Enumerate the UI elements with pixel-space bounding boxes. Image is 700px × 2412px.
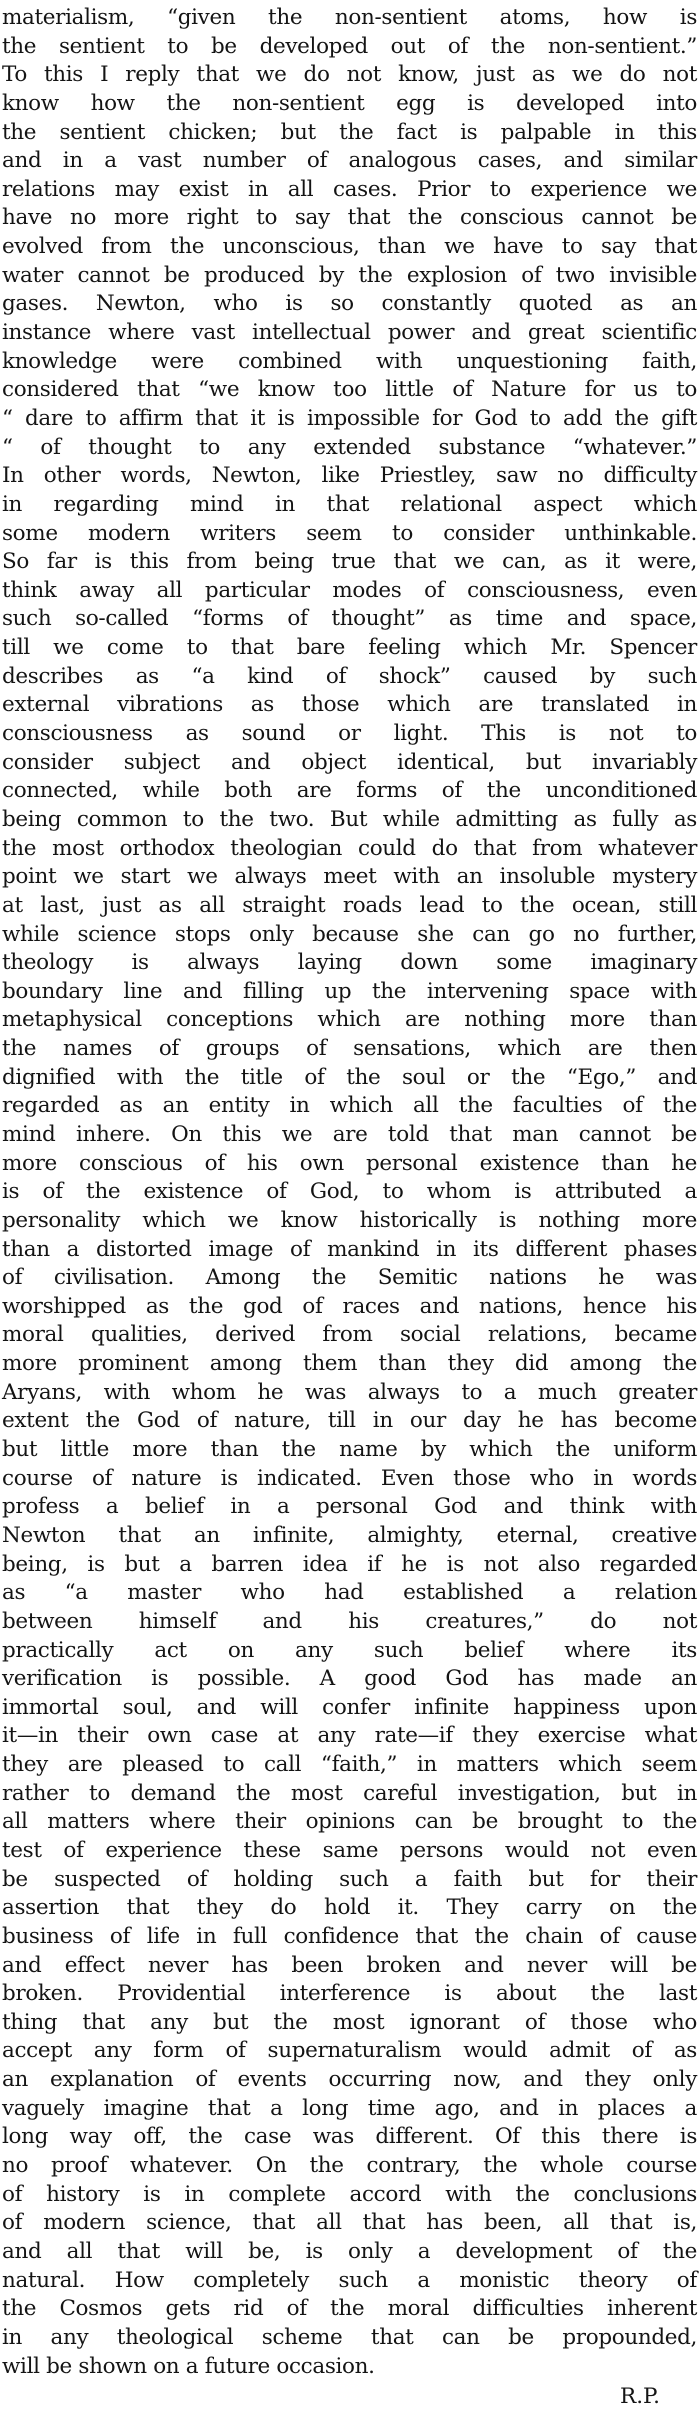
- text-line: and in a vast number of analogous cases, and similar: [2, 148, 697, 174]
- text-line: practically act on any such belief where its: [2, 1637, 697, 1663]
- text-line: natural. How completely such a monistic theory of: [2, 2267, 697, 2293]
- text-line: the most orthodox theologian could do that from whatever: [2, 835, 697, 861]
- text-line: thing that any but the most ignorant of those who: [2, 2009, 697, 2035]
- text-line: profess a belief in a personal God and think with: [2, 1494, 697, 1520]
- text-line: evolved from the unconscious, than we have to say that: [2, 234, 697, 260]
- text-line: consciousness as sound or light. This is not to: [2, 721, 697, 747]
- text-line: have no more right to say that the conscious cannot be: [2, 205, 697, 231]
- text-line: rather to demand the most careful investigation, but in: [2, 1780, 697, 1806]
- text-line: theology is always laying down some imaginary: [2, 950, 697, 976]
- text-line: connected, while both are forms of the unconditioned: [2, 778, 697, 804]
- text-line: of civilisation. Among the Semitic nations he was: [2, 1265, 697, 1291]
- text-line: “ dare to affirm that it is impossible for God to add the gift: [2, 405, 697, 431]
- text-line: boundary line and filling up the intervening space with: [2, 978, 697, 1004]
- text-line: relations may exist in all cases. Prior to experience we: [2, 176, 697, 202]
- text-line: vaguely imagine that a long time ago, and in places a: [2, 2095, 697, 2121]
- article-body: [0, 4, 700, 2381]
- text-line: while science stops only because she can go no further,: [2, 921, 697, 947]
- text-line: knowledge were combined with unquestioning faith,: [2, 348, 697, 374]
- text-line: know how the non-sentient egg is developed into: [2, 90, 697, 116]
- text-line: “ of thought to any extended substance “whatever.”: [2, 434, 697, 460]
- text-line: In other words, Newton, like Priestley, saw no difficulty: [2, 463, 697, 489]
- text-line: Newton that an infinite, almighty, eternal, creative: [2, 1522, 697, 1548]
- text-line: the sentient to be developed out of the non-sentient.”: [2, 33, 697, 59]
- text-line: moral qualities, derived from social relations, became: [2, 1322, 697, 1348]
- author-signature: R.P.: [620, 2384, 660, 2410]
- text-line: will be shown on a future occasion.: [2, 2353, 375, 2379]
- text-line: the sentient chicken; but the fact is palpable in this: [2, 119, 697, 145]
- text-line: Aryans, with whom he was always to a much greater: [2, 1379, 697, 1405]
- text-line: between himself and his creatures,” do not: [2, 1608, 697, 1634]
- text-line: of modern science, that all that has been, all that is,: [2, 2210, 697, 2236]
- text-line: the names of groups of sensations, which are then: [2, 1036, 697, 1062]
- text-line: broken. Providential interference is about the last: [2, 1981, 697, 2007]
- text-line: course of nature is indicated. Even those who in words: [2, 1465, 697, 1491]
- text-line: an explanation of events occurring now, and they only: [2, 2067, 697, 2093]
- text-line: accept any form of supernaturalism would admit of as: [2, 2038, 697, 2064]
- text-line: it—in their own case at any rate—if they exercise what: [2, 1723, 697, 1749]
- text-line: business of life in full confidence that the chain of cause: [2, 1923, 697, 1949]
- text-line: describes as “a kind of shock” caused by such: [2, 663, 697, 689]
- text-line: they are pleased to call “faith,” in matters which seem: [2, 1752, 697, 1778]
- text-line: assertion that they do hold it. They carry on the: [2, 1895, 697, 1921]
- text-line: test of experience these same persons would not even: [2, 1838, 697, 1863]
- text-line: So far is this from being true that we can, as it were,: [2, 549, 697, 575]
- text-line: in regarding mind in that relational aspect which: [2, 491, 697, 517]
- text-line: being, is but a barren idea if he is not also regarded: [2, 1551, 697, 1577]
- text-line: and all that will be, is only a development of the: [2, 2238, 697, 2264]
- text-line: personality which we know historically is nothing more: [2, 1207, 697, 1233]
- text-line: no proof whatever. On the contrary, the whole course: [2, 2153, 697, 2179]
- text-line: immortal soul, and will confer infinite happiness upon: [2, 1694, 697, 1720]
- text-line: think away all particular modes of consciousness, even: [2, 577, 697, 603]
- text-line: the Cosmos gets rid of the moral difficulties inherent: [2, 2296, 697, 2322]
- text-line: point we start we always meet with an insoluble mystery: [2, 864, 697, 890]
- text-line: in any theological scheme that can be propounded,: [2, 2324, 697, 2350]
- text-line: is of the existence of God, to whom is attributed a: [2, 1179, 697, 1205]
- text-line: more conscious of his own personal existence than he: [2, 1150, 697, 1176]
- text-line: till we come to that bare feeling which Mr. Spencer: [2, 635, 697, 661]
- text-line: as “a master who had established a relation: [2, 1580, 697, 1606]
- text-line: dignified with the title of the soul or the “Ego,” and: [2, 1064, 697, 1090]
- text-line: and effect never has been broken and never will be: [2, 1952, 697, 1978]
- text-line: metaphysical conceptions which are nothing more than: [2, 1007, 697, 1033]
- text-line: verification is possible. A good God has made an: [2, 1666, 697, 1692]
- text-line: water cannot be produced by the explosion of two invisible: [2, 262, 697, 288]
- text-line: than a distorted image of mankind in its different phases: [2, 1236, 697, 1262]
- text-line: all matters where their opinions can be brought to the: [2, 1809, 697, 1835]
- text-line: gases. Newton, who is so constantly quoted as an: [2, 291, 697, 317]
- text-line: more prominent among them than they did among the: [2, 1351, 697, 1377]
- text-line: regarded as an entity in which all the faculties of the: [2, 1093, 697, 1119]
- text-line: materialism, “given the non-sentient atoms, how is: [2, 5, 697, 30]
- text-line: at last, just as all straight roads lead to the ocean, still: [2, 892, 697, 918]
- text-line: worshipped as the god of races and nations, hence his: [2, 1293, 697, 1319]
- text-line: considered that “we know too little of Nature for us to: [2, 377, 697, 403]
- text-line: consider subject and object identical, but invariably: [2, 749, 697, 775]
- text-line: be suspected of holding such a faith but for their: [2, 1866, 697, 1892]
- text-line: some modern writers seem to consider unthinkable.: [2, 520, 697, 546]
- text-line: To this I reply that we do not know, just as we do not: [2, 62, 697, 88]
- text-line: extent the God of nature, till in our day he has become: [2, 1408, 697, 1434]
- text-line: of history is in complete accord with the conclusions: [2, 2181, 697, 2207]
- text-line: but little more than the name by which the uniform: [2, 1437, 697, 1463]
- text-line: mind inhere. On this we are told that man cannot be: [2, 1121, 697, 1147]
- text-line: being common to the two. But while admitting as fully as: [2, 806, 697, 832]
- text-line: instance where vast intellectual power and great scientific: [2, 320, 697, 346]
- text-line: long way off, the case was different. Of this there is: [2, 2124, 697, 2150]
- text-line: such so-called “forms of thought” as time and space,: [2, 606, 697, 632]
- text-line: external vibrations as those which are translated in: [2, 692, 697, 718]
